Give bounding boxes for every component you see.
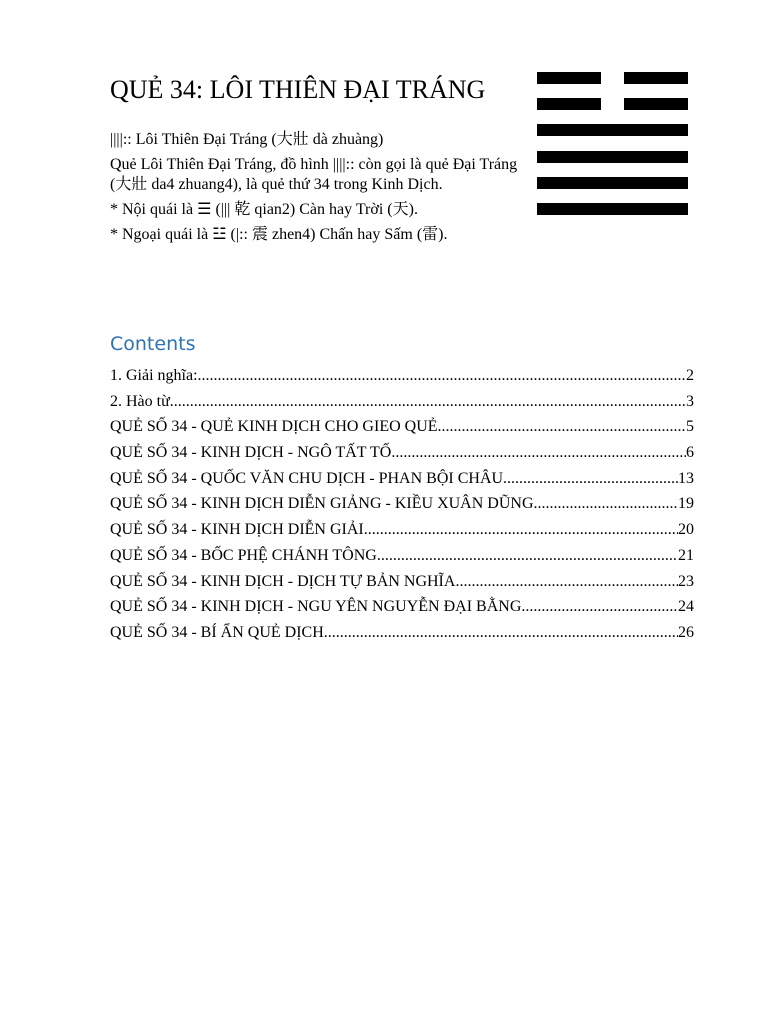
toc-dot-leader	[503, 466, 678, 492]
toc-dot-leader	[377, 543, 678, 569]
hexagram-solid-line	[537, 177, 688, 189]
toc-entry-title[interactable]: 1. Giải nghĩa:	[110, 367, 198, 384]
hexagram-line-segment	[537, 98, 601, 110]
hexagram-34-icon	[537, 72, 688, 215]
hexagram-line-segment	[624, 72, 688, 84]
toc-entry-title[interactable]: QUẺ SỐ 34 - KINH DỊCH - NGU YÊN NGUYỄN ĐẠI BẰNG	[110, 598, 522, 616]
toc-dot-leader	[534, 491, 679, 517]
toc-entry-page[interactable]: 13	[678, 469, 694, 487]
toc-entry[interactable]	[110, 491, 694, 517]
toc-entry-title[interactable]: QUẺ SỐ 34 - BÍ ẨN QUẺ DỊCH	[110, 623, 324, 641]
hexagram-solid-line	[537, 151, 688, 163]
toc-entry[interactable]	[110, 363, 694, 389]
hexagram-line-segment	[537, 124, 688, 136]
toc-dot-leader	[324, 620, 678, 646]
toc-entry[interactable]	[110, 594, 694, 620]
table-of-contents	[110, 363, 694, 646]
hexagram-line-segment	[537, 203, 688, 215]
toc-entry-page[interactable]: 2	[686, 367, 694, 384]
toc-entry-title[interactable]: QUẺ SỐ 34 - BỐC PHỆ CHÁNH TÔNG	[110, 546, 377, 564]
toc-dot-leader	[391, 440, 686, 466]
hexagram-line-segment	[537, 151, 688, 163]
toc-entry-page[interactable]: 3	[686, 392, 694, 410]
toc-entry[interactable]	[110, 620, 694, 646]
toc-entry[interactable]	[110, 517, 694, 543]
toc-entry[interactable]	[110, 466, 694, 492]
toc-entry-title[interactable]: QUẺ SỐ 34 - KINH DỊCH DIỄN GIẢNG - KIỀU XUÂN DŨNG	[110, 495, 534, 513]
hexagram-line-segment	[624, 98, 688, 110]
toc-entry-title[interactable]: QUẺ SỐ 34 - KINH DỊCH - DỊCH TỰ BẢN NGHĨA	[110, 572, 456, 590]
toc-entry-title[interactable]: 2. Hào từ	[110, 392, 170, 410]
toc-entry-page[interactable]: 20	[678, 521, 694, 539]
toc-entry-title[interactable]: QUẺ SỐ 34 - QUẺ KINH DỊCH CHO GIEO QUẺ	[110, 418, 438, 436]
toc-dot-leader	[364, 517, 678, 543]
intro-line: ||||:: Lôi Thiên Đại Tráng (大壯 dà zhuàng)	[110, 131, 384, 148]
toc-entry-page[interactable]: 5	[686, 418, 694, 436]
hexagram-broken-line	[537, 72, 688, 84]
toc-entry[interactable]	[110, 440, 694, 466]
toc-dot-leader	[455, 569, 678, 595]
toc-entry[interactable]	[110, 389, 694, 415]
hexagram-solid-line	[537, 124, 688, 136]
toc-heading: Contents	[110, 333, 196, 355]
intro-line: * Nội quái là ☰ (||| 乾 qian2) Càn hay Trời (天).	[110, 201, 418, 218]
toc-entry[interactable]	[110, 569, 694, 595]
toc-entry[interactable]	[110, 543, 694, 569]
toc-entry-title[interactable]: QUẺ SỐ 34 - KINH DỊCH DIỄN GIẢI	[110, 521, 364, 539]
hexagram-solid-line	[537, 203, 688, 215]
toc-entry-title[interactable]: QUẺ SỐ 34 - QUỐC VĂN CHU DỊCH - PHAN BỘI CHÂU	[110, 469, 504, 487]
toc-entry-page[interactable]: 6	[686, 444, 694, 462]
toc-entry-page[interactable]: 24	[678, 598, 694, 616]
intro-line: * Ngoại quái là ☳ (|:: 震 zhen4) Chấn hay Sấm (雷).	[110, 226, 448, 243]
toc-dot-leader	[521, 594, 678, 620]
hexagram-line-segment	[537, 177, 688, 189]
toc-entry-page[interactable]: 19	[678, 495, 694, 513]
toc-dot-leader	[438, 414, 686, 440]
intro-line: Quẻ Lôi Thiên Đại Tráng, đồ hình ||||:: còn gọi là quẻ Đại Tráng (大壯 da4 zhuang4), là quẻ thứ 34 trong Kinh Dịch.	[110, 156, 518, 193]
toc-dot-leader	[170, 389, 686, 415]
hexagram-line-segment	[537, 72, 601, 84]
toc-entry[interactable]	[110, 414, 694, 440]
hexagram-broken-line	[537, 98, 688, 110]
toc-entry-page[interactable]: 23	[678, 572, 694, 590]
page-title: QUẺ 34: LÔI THIÊN ĐẠI TRÁNG	[110, 75, 486, 104]
toc-dot-leader	[198, 363, 686, 389]
toc-entry-title[interactable]: QUẺ SỐ 34 - KINH DỊCH - NGÔ TẤT TỐ	[110, 444, 392, 462]
toc-entry-page[interactable]: 26	[678, 623, 694, 641]
intro-section	[110, 130, 520, 250]
toc-entry-page[interactable]: 21	[678, 546, 694, 564]
